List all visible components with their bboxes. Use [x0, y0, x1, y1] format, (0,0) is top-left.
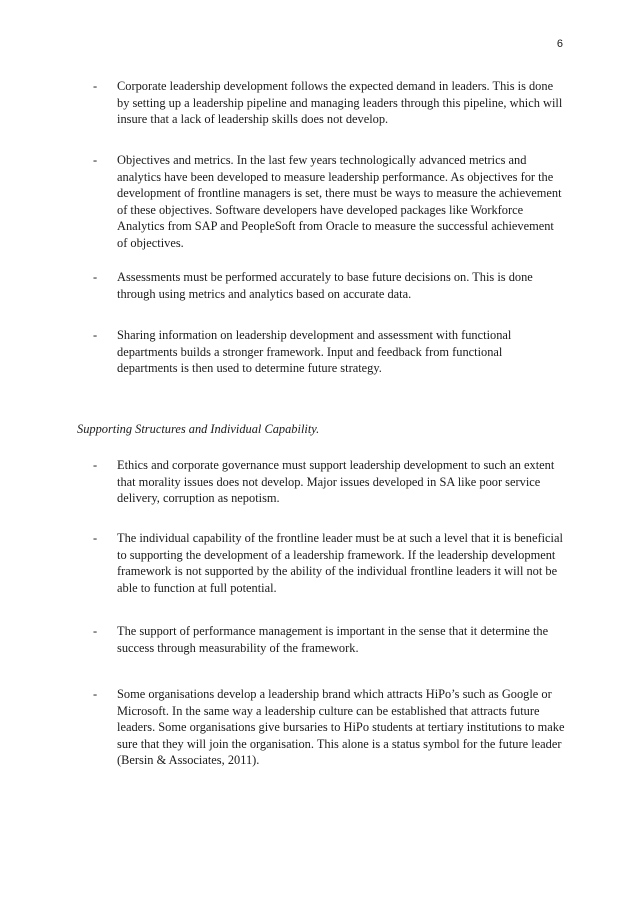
list-item-text: Objectives and metrics. In the last few years technologically advanced metrics and analytics have been developed to measure leadership performance. As objectives for the development of frontline managers is set, there must be ways to measure the achievement of these objectives. Software developers have developed packages like Workforce Analytics from SAP and PeopleSoft from Oracle to measure the successful achievement of objectives. [117, 153, 562, 250]
bullet-dash: - [93, 624, 98, 638]
page-number: 6 [556, 38, 563, 50]
section-heading: Supporting Structures and Individual Capability. [77, 422, 320, 436]
list-item-text: Ethics and corporate governance must support leadership development to such an extent that morality issues does not develop. Major issues developed in SA like poor service delivery, corruption as nepotism. [117, 458, 555, 505]
list-item-text: Sharing information on leadership development and assessment with functional departments builds a stronger framework. Input and feedback from functional departments is then used to determine future strategy. [117, 328, 512, 375]
list-item-text: Corporate leadership development follows the expected demand in leaders. This is done by setting up a leadership pipeline and managing leaders through this pipeline, which will insure that a lack of leadership skills does not develop. [117, 79, 563, 126]
bullet-dash: - [93, 328, 98, 342]
bullet-dash: - [93, 458, 98, 472]
list-item-text: The support of performance management is important in the sense that it determine the success through measurability of the framework. [117, 624, 549, 655]
list-item-text: Some organisations develop a leadership brand which attracts HiPo’s such as Google or Microsoft. In the same way a leadership culture can be established that attracts future leaders. Some organisations give bursaries to HiPo students at tertiary institutions to make sure that they will join the organisation. This alone is a status symbol for the future leader (Bersin & Associates, 2011). [117, 687, 565, 767]
list-item-text: The individual capability of the frontline leader must be at such a level that it is beneficial to supporting the development of a leadership framework. If the leadership development framework is not supported by the ability of the individual frontline leaders it will not be able to function at full potential. [117, 531, 563, 595]
bullet-dash: - [93, 153, 98, 167]
bullet-dash: - [93, 79, 98, 93]
bullet-dash: - [93, 687, 98, 701]
bullet-dash: - [93, 270, 98, 284]
bullet-dash: - [93, 531, 98, 545]
list-item-text: Assessments must be performed accurately to base future decisions on. This is done through using metrics and analytics based on accurate data. [117, 270, 533, 301]
